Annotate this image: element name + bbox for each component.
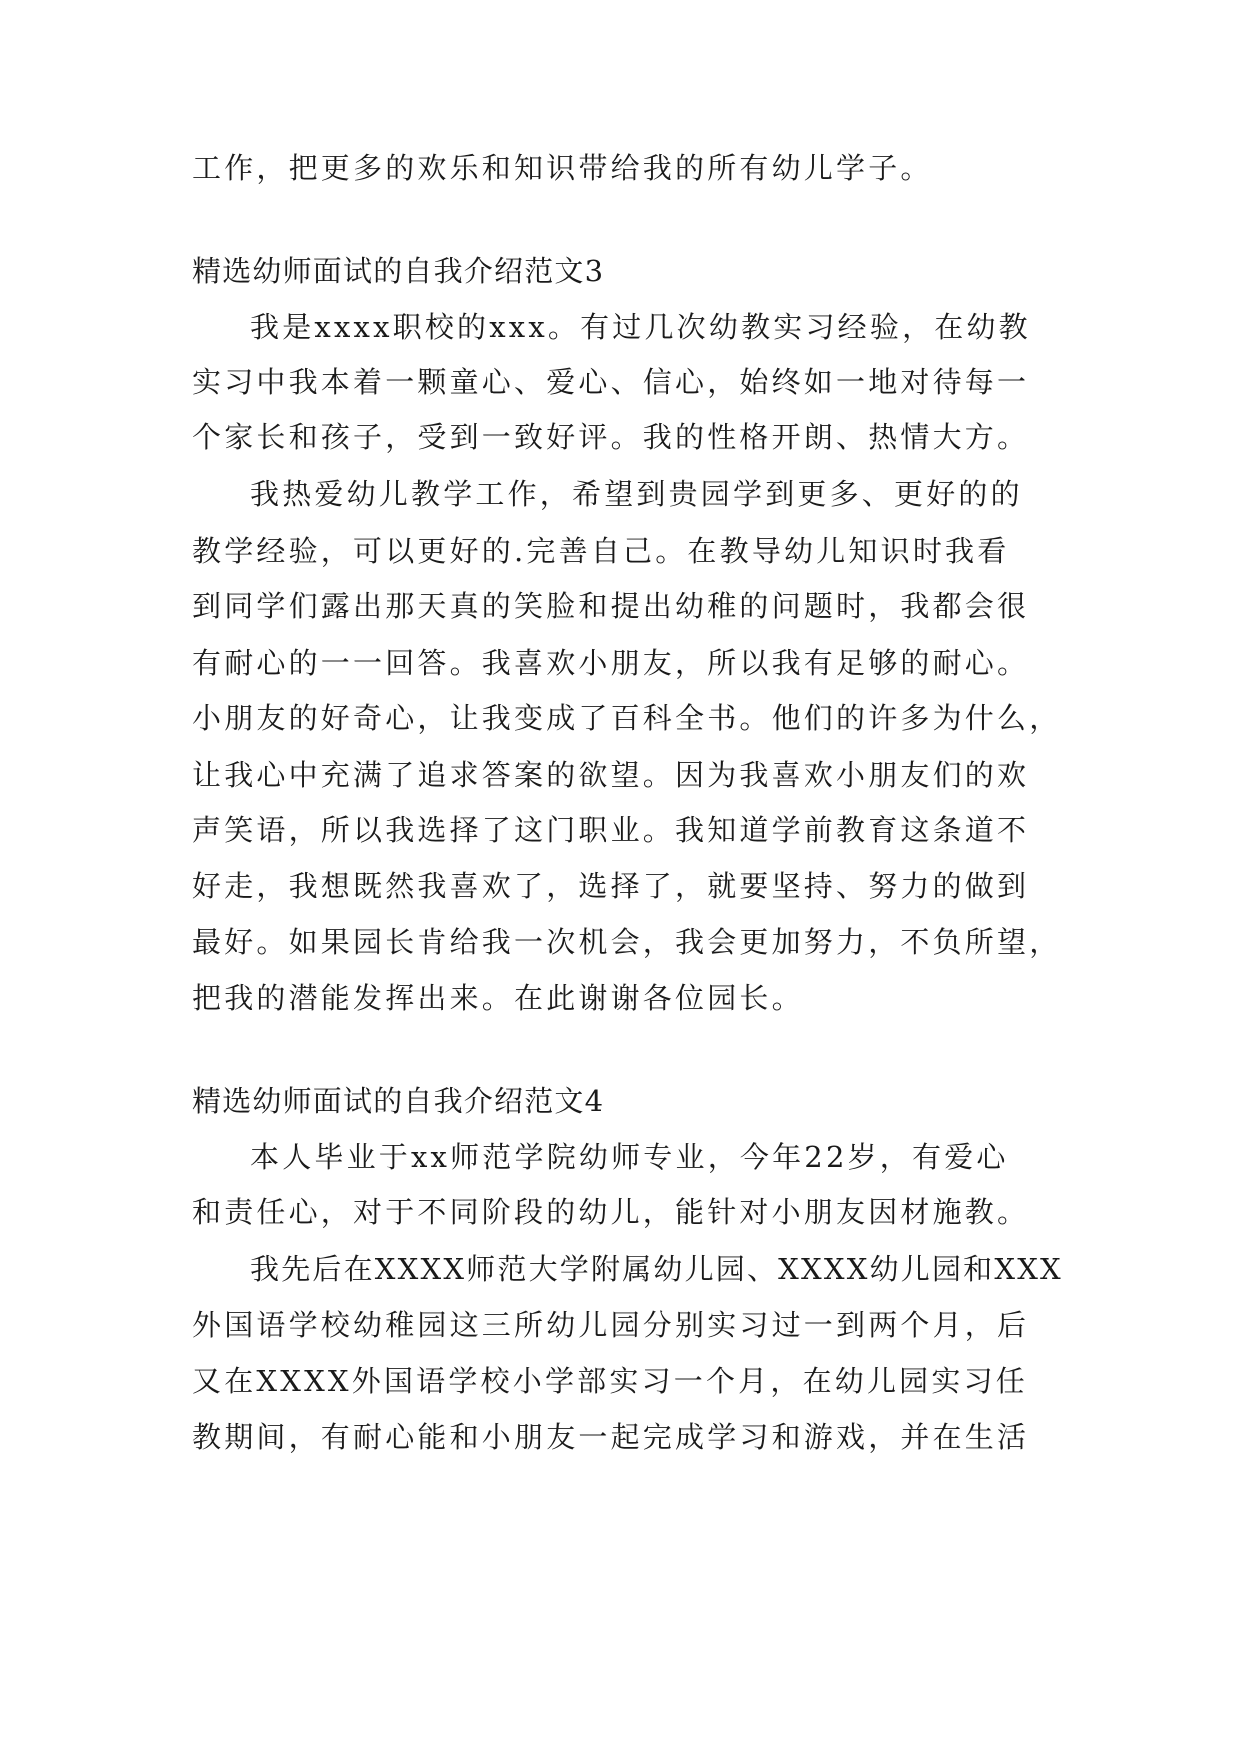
paragraph-line: 个家长和孩子，受到一致好评。我的性格开朗、热情大方。 [192,420,1030,454]
paragraph-line: 声笑语，所以我选择了这门职业。我知道学前教育这条道不 [192,813,1030,847]
paragraph-line: 工作，把更多的欢乐和知识带给我的所有幼儿学子。 [192,151,933,185]
paragraph-line: 教期间，有耐心能和小朋友一起完成学习和游戏，并在生活 [192,1420,1030,1454]
paragraph-line: 好走，我想既然我喜欢了，选择了，就要坚持、努力的做到 [192,869,1030,903]
paragraph-line: 小朋友的好奇心，让我变成了百科全书。他们的许多为什么， [192,701,1062,735]
paragraph-line: 教学经验，可以更好的.完善自己。在教导幼儿知识时我看 [192,534,1010,568]
paragraph-line: 有耐心的一一回答。我喜欢小朋友，所以我有足够的耐心。 [192,646,1030,680]
section-heading: 精选幼师面试的自我介绍范文3 [192,254,605,288]
paragraph-line: 把我的潜能发挥出来。在此谢谢各位园长。 [192,981,804,1015]
paragraph-line: 实习中我本着一颗童心、爱心、信心，始终如一地对待每一 [192,365,1030,399]
paragraph-line: 外国语学校幼稚园这三所幼儿园分别实习过一到两个月，后 [192,1308,1030,1342]
paragraph-line: 我热爱幼儿教学工作，希望到贵园学到更多、更好的的 [250,477,1023,511]
paragraph-line: 我先后在XXXX师范大学附属幼儿园、XXXX幼儿园和XXX [250,1252,1063,1286]
paragraph-line: 让我心中充满了追求答案的欲望。因为我喜欢小朋友们的欢 [192,758,1030,792]
paragraph-line: 和责任心，对于不同阶段的幼儿，能针对小朋友因材施教。 [192,1195,1030,1229]
paragraph-line: 到同学们露出那天真的笑脸和提出幼稚的问题时，我都会很 [192,589,1030,623]
paragraph-line: 本人毕业于xx师范学院幼师专业，今年22岁，有爱心 [250,1140,1009,1174]
paragraph-line: 我是xxxx职校的xxx。有过几次幼教实习经验，在幼教 [250,310,1031,344]
section-heading: 精选幼师面试的自我介绍范文4 [192,1084,605,1118]
paragraph-line: 又在XXXX外国语学校小学部实习一个月，在幼儿园实习任 [192,1364,1028,1398]
paragraph-line: 最好。如果园长肯给我一次机会，我会更加努力，不负所望， [192,925,1062,959]
